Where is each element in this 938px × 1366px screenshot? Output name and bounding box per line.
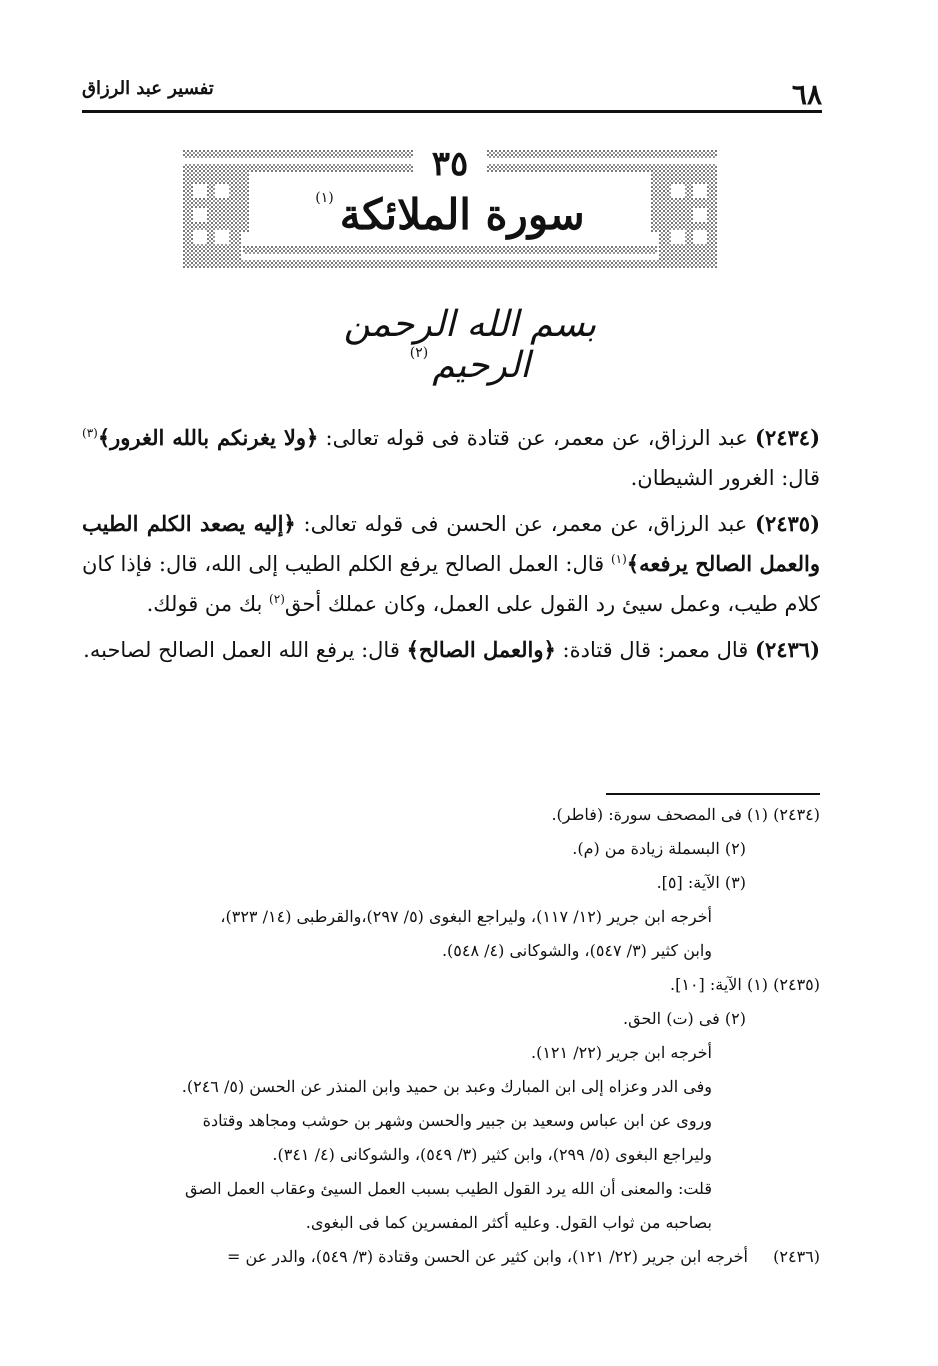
- footnote-line: قلت: والمعنى أن الله يرد القول الطيب بسبب العمل السيئ وعقاب العمل الصق: [184, 1179, 712, 1198]
- quran-verse: ﴿والعمل الصالح﴾: [406, 637, 556, 662]
- footnote-entry-number: (٢٤٣٦): [773, 1247, 820, 1266]
- footnote-rule: [606, 793, 820, 795]
- footnote-line: وروى عن ابن عباس وسعيد بن جبير والحسن وشهر بن حوشب ومجاهد وقتادة: [202, 1111, 712, 1130]
- page-number: ٦٨: [791, 78, 822, 111]
- footnote-line: (٢٤٣٥) (١) الآية: [١٠].: [670, 975, 820, 994]
- surah-title-block: [183, 190, 717, 239]
- entry-number: (٢٤٣٦): [755, 637, 820, 662]
- basmala-block: [280, 304, 660, 386]
- entry-text: قال معمر: قال قتادة:: [555, 638, 755, 662]
- entry-text: قال: الغرور الشيطان.: [630, 466, 820, 490]
- footnote-line: (٢) فى (ت) الحق.: [623, 1009, 746, 1028]
- surah-ornamental-frame: [183, 144, 717, 274]
- entry-number: (٢٤٣٥): [755, 511, 821, 536]
- footnote-line: وابن كثير (٣/ ٥٤٧)، والشوكانى (٤/ ٥٤٨).: [441, 941, 712, 960]
- footnote-line-2436: [78, 1240, 820, 1274]
- footnote-line: (٢٤٣٤) (١) فى المصحف سورة: (فاطر).: [551, 805, 820, 824]
- entry-2434: [82, 418, 820, 498]
- quran-verse: ﴿إليه يصعد الكلم الطيب والعمل الصالح يرفعه﴾: [82, 511, 820, 576]
- page-header: [82, 74, 822, 110]
- basmala: بسم الله الرحمن الرحيم: [343, 304, 597, 386]
- footnotes: [78, 798, 820, 1274]
- header-rule: [82, 110, 822, 113]
- main-text: [82, 418, 820, 676]
- entry-2436: [82, 630, 820, 670]
- footnote-line: بصاحبه من ثواب القول. وعليه أكثر المفسرين كما فى البغوى.: [305, 1213, 712, 1232]
- surah-number: ٣٥: [431, 144, 469, 184]
- footnote-line: (٣) الآية: [٥].: [656, 873, 746, 892]
- basmala-footnote-marker: (٢): [409, 345, 429, 361]
- entry-2435: [82, 504, 820, 624]
- entry-text: عبد الرزاق، عن معمر، عن الحسن فى قوله تعالى:: [295, 512, 756, 536]
- footnote-marker: (١): [610, 552, 627, 566]
- footnote-line: وليراجع البغوى (٥/ ٢٩٩)، وابن كثير (٣/ ٥٤٩)، والشوكانى (٤/ ٣٤١).: [272, 1145, 712, 1164]
- footnote-text: أخرجه ابن جرير (٢٢/ ١٢١)، وابن كثير عن الحسن وقتادة (٣/ ٥٤٩)، والدر عن =: [227, 1247, 748, 1266]
- footnote-line: وفى الدر وعزاه إلى ابن المبارك وعبد بن حميد وابن المنذر عن الحسن (٥/ ٢٤٦).: [181, 1077, 712, 1096]
- quran-verse: ﴿ولا يغرنكم بالله الغرور﴾: [97, 425, 319, 450]
- footnote-marker: (٣): [82, 426, 98, 440]
- entry-text: عبد الرزاق، عن معمر، عن قتادة فى قوله تعالى:: [318, 426, 755, 450]
- footnote-line: (٢) البسملة زيادة من (م).: [572, 839, 746, 858]
- footnote-line: أخرجه ابن جرير (٢٢/ ١٢١).: [531, 1043, 712, 1062]
- running-title: تفسير عبد الرزاق: [82, 78, 214, 99]
- entry-text: قال: يرفع الله العمل الصالح لصاحبه.: [83, 638, 407, 662]
- surah-title-footnote-marker: (١): [315, 190, 334, 206]
- entry-text: قال: العمل الصالح يرفع الكلم الطيب إلى الله، قال: فإذا كان كلام طيب، وعمل سيئ رد القول على العمل، وكان عملك أحق: [82, 552, 820, 616]
- entry-text: بك من قولك.: [146, 592, 270, 616]
- surah-title: سورة الملائكة: [339, 190, 585, 239]
- footnote-line: أخرجه ابن جرير (١٢/ ١١٧)، وليراجع البغوى (٥/ ٢٩٧)،والقرطبى (١٤/ ٣٢٣)،: [220, 907, 712, 926]
- footnote-marker: (٢): [269, 592, 285, 606]
- entry-number: (٢٤٣٤): [755, 425, 820, 450]
